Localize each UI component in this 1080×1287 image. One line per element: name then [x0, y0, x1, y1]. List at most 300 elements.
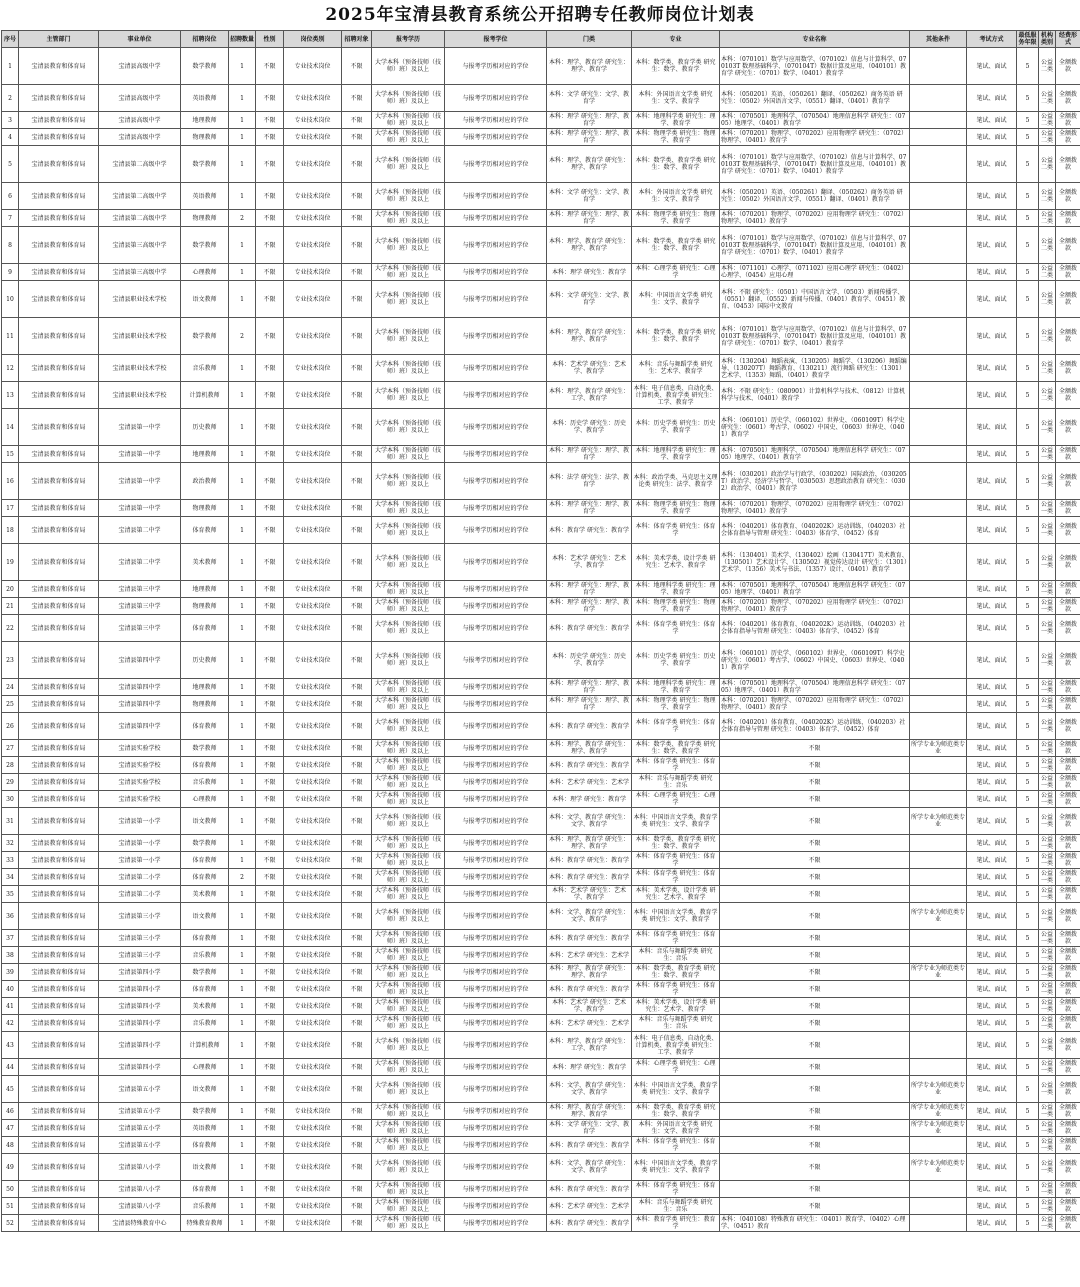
cell-door: 本科：艺术学 研究生：艺术学、教育学 [547, 886, 632, 903]
cell-degree: 与报考学历相对应的学位 [445, 112, 547, 129]
cell-post: 音乐教师 [181, 1015, 229, 1032]
cell-years: 5 [1017, 318, 1039, 355]
cell-post: 体育教师 [181, 517, 229, 544]
cell-edu: 大学本科（预备技师（技师）班）及以上 [372, 183, 445, 210]
cell-unit: 宝清县第三高级中学 [99, 264, 181, 281]
cell-major: 本科：体育学类 研究生：体育学 [632, 713, 720, 740]
cell-major: 本科：物理学类 研究生：物理学、教育学 [632, 129, 720, 146]
cell-funding: 全额拨款 [1056, 1181, 1080, 1198]
cell-names: 本科：（070101）数学与应用数学、（070102）信息与计算科学、070103T 数理基础科学、（070104T）数据计算及应用、（040101）教育学 研究生：（0701）数学、（0401）教育学 [720, 227, 910, 264]
cell-years: 5 [1017, 446, 1039, 463]
cell-category: 专业技术岗位 [284, 1181, 342, 1198]
cell-target: 不限 [342, 355, 372, 382]
cell-unit: 宝清县第二中学 [99, 544, 181, 581]
cell-target: 不限 [342, 774, 372, 791]
cell-no: 34 [2, 869, 19, 886]
cell-years: 5 [1017, 947, 1039, 964]
cell-dept: 宝清县教育和体育局 [19, 886, 99, 903]
cell-exam: 笔试、面试 [967, 852, 1017, 869]
cell-target: 不限 [342, 1103, 372, 1120]
cell-names: 不限 [720, 930, 910, 947]
cell-post: 数学教师 [181, 146, 229, 183]
cell-target: 不限 [342, 318, 372, 355]
cell-post: 心理教师 [181, 791, 229, 808]
cell-names: 不限 [720, 1103, 910, 1120]
cell-num: 2 [229, 318, 256, 355]
table-row [2, 1032, 1080, 1059]
cell-exam: 笔试、面试 [967, 998, 1017, 1015]
cell-degree: 与报考学历相对应的学位 [445, 757, 547, 774]
cell-door: 本科：理学 研究生：理学、教育学 [547, 581, 632, 598]
cell-no: 5 [2, 146, 19, 183]
cell-exam: 笔试、面试 [967, 227, 1017, 264]
cell-num: 1 [229, 852, 256, 869]
cell-years: 5 [1017, 615, 1039, 642]
cell-org: 公益一类 [1039, 409, 1056, 446]
cell-other [910, 642, 967, 679]
cell-funding: 全额拨款 [1056, 679, 1080, 696]
cell-no: 13 [2, 382, 19, 409]
cell-category: 专业技术岗位 [284, 930, 342, 947]
table-row [2, 318, 1080, 355]
cell-major: 本科：音乐与舞蹈学类 研究生：音乐 [632, 1198, 720, 1215]
cell-num: 1 [229, 446, 256, 463]
cell-no: 38 [2, 947, 19, 964]
cell-funding: 全额拨款 [1056, 774, 1080, 791]
cell-num: 1 [229, 264, 256, 281]
cell-edu: 大学本科（预备技师（技师）班）及以上 [372, 227, 445, 264]
cell-other: 所学专业为师范类专业 [911, 1104, 966, 1118]
cell-funding: 全额拨款 [1056, 1015, 1080, 1032]
table-row [2, 740, 1080, 757]
cell-no: 40 [2, 981, 19, 998]
table-row [2, 713, 1080, 740]
cell-funding: 全额拨款 [1056, 318, 1080, 355]
cell-names: 不限 [720, 998, 910, 1015]
cell-no: 46 [2, 1103, 19, 1120]
cell-org: 公益一类 [1039, 808, 1056, 835]
cell-no: 30 [2, 791, 19, 808]
cell-post: 数学教师 [181, 835, 229, 852]
cell-door: 本科：艺术学 研究生：艺术学、教育学 [547, 355, 632, 382]
cell-exam: 笔试、面试 [967, 210, 1017, 227]
cell-exam: 笔试、面试 [967, 835, 1017, 852]
cell-org: 公益二类 [1039, 129, 1056, 146]
cell-org: 公益一类 [1039, 1103, 1056, 1120]
cell-degree: 与报考学历相对应的学位 [445, 696, 547, 713]
cell-dept: 宝清县教育和体育局 [19, 210, 99, 227]
cell-edu: 大学本科（预备技师（技师）班）及以上 [372, 615, 445, 642]
cell-major: 本科：中国语言文学类 研究生：文学、教育学 [632, 281, 720, 318]
cell-org: 公益二类 [1039, 210, 1056, 227]
cell-exam: 笔试、面试 [967, 355, 1017, 382]
table-row [2, 227, 1080, 264]
cell-no: 20 [2, 581, 19, 598]
cell-edu: 大学本科（预备技师（技师）班）及以上 [372, 791, 445, 808]
cell-edu: 大学本科（预备技师（技师）班）及以上 [372, 146, 445, 183]
column-header: 专业 [632, 31, 720, 48]
cell-category: 专业技术岗位 [284, 1059, 342, 1076]
cell-post: 语文教师 [181, 808, 229, 835]
table-row [2, 869, 1080, 886]
cell-years: 5 [1017, 500, 1039, 517]
cell-degree: 与报考学历相对应的学位 [445, 129, 547, 146]
cell-no: 35 [2, 886, 19, 903]
cell-unit: 宝清县实验学校 [99, 774, 181, 791]
cell-gender: 不限 [256, 757, 284, 774]
cell-no: 12 [2, 355, 19, 382]
cell-edu: 大学本科（预备技师（技师）班）及以上 [372, 544, 445, 581]
cell-major: 本科：政治学类、马克思主义理论类 研究生：法学、教育学 [632, 463, 720, 500]
cell-door: 本科：教育学 研究生：教育学 [547, 869, 632, 886]
cell-dept: 宝清县教育和体育局 [19, 791, 99, 808]
cell-num: 1 [229, 1076, 256, 1103]
cell-target: 不限 [342, 382, 372, 409]
table-row [2, 146, 1080, 183]
cell-org: 公益一类 [1039, 446, 1056, 463]
cell-funding: 全额拨款 [1056, 886, 1080, 903]
cell-gender: 不限 [256, 1215, 284, 1232]
cell-gender: 不限 [256, 981, 284, 998]
cell-funding: 全额拨款 [1056, 1154, 1080, 1181]
cell-no: 33 [2, 852, 19, 869]
cell-exam: 笔试、面试 [967, 146, 1017, 183]
cell-org: 公益一类 [1039, 835, 1056, 852]
cell-edu: 大学本科（预备技师（技师）班）及以上 [372, 981, 445, 998]
table-row [2, 808, 1080, 835]
cell-degree: 与报考学历相对应的学位 [445, 355, 547, 382]
cell-unit: 宝清县第八小学 [99, 1154, 181, 1181]
cell-gender: 不限 [256, 1015, 284, 1032]
cell-org: 公益二类 [1039, 146, 1056, 183]
cell-dept: 宝清县教育和体育局 [19, 852, 99, 869]
cell-num: 2 [229, 869, 256, 886]
cell-unit: 宝清县第三小学 [99, 947, 181, 964]
cell-years: 5 [1017, 382, 1039, 409]
table-body [2, 48, 1080, 1232]
cell-target: 不限 [342, 264, 372, 281]
cell-org: 公益一类 [1039, 713, 1056, 740]
cell-org: 公益一类 [1039, 642, 1056, 679]
cell-gender: 不限 [256, 1181, 284, 1198]
cell-funding: 全额拨款 [1056, 446, 1080, 463]
cell-other [910, 264, 967, 281]
cell-names: 本科：（070501）地理科学、（070504）地理信息科学 研究生：（0705）地理学、（0401）教育学 [720, 581, 910, 598]
cell-exam: 笔试、面试 [967, 544, 1017, 581]
cell-target: 不限 [342, 903, 372, 930]
cell-unit: 宝清县第五小学 [99, 1103, 181, 1120]
cell-category: 专业技术岗位 [284, 1215, 342, 1232]
cell-gender: 不限 [256, 318, 284, 355]
cell-target: 不限 [342, 964, 372, 981]
cell-other [910, 409, 967, 446]
cell-years: 5 [1017, 774, 1039, 791]
cell-post: 数学教师 [181, 964, 229, 981]
cell-years: 5 [1017, 679, 1039, 696]
cell-unit: 宝清县第一小学 [99, 808, 181, 835]
cell-major: 本科：地理科学类 研究生：理学、教育学 [632, 112, 720, 129]
cell-names: 不限 [720, 774, 910, 791]
cell-years: 5 [1017, 998, 1039, 1015]
cell-dept: 宝清县教育和体育局 [19, 146, 99, 183]
cell-unit: 宝清县第一小学 [99, 852, 181, 869]
cell-org: 公益一类 [1039, 679, 1056, 696]
cell-org: 公益一类 [1039, 463, 1056, 500]
cell-edu: 大学本科（预备技师（技师）班）及以上 [372, 852, 445, 869]
cell-names: 不限 [720, 964, 910, 981]
column-header: 报考学位 [445, 31, 547, 48]
cell-exam: 笔试、面试 [967, 48, 1017, 85]
cell-dept: 宝清县教育和体育局 [19, 947, 99, 964]
cell-major: 本科：中国语言文学类、教育学类 研究生：文学、教育学 [632, 1154, 720, 1181]
cell-edu: 大学本科（预备技师（技师）班）及以上 [372, 642, 445, 679]
cell-num: 1 [229, 227, 256, 264]
cell-door: 本科：艺术学 研究生：艺术学 [547, 1198, 632, 1215]
cell-names: 不限 [720, 903, 910, 930]
cell-names: 本科：（070501）地理科学、（070504）地理信息科学 研究生：（0705）地理学、（0401）教育学 [720, 446, 910, 463]
cell-post: 计算机教师 [181, 1032, 229, 1059]
cell-gender: 不限 [256, 409, 284, 446]
cell-edu: 大学本科（预备技师（技师）班）及以上 [372, 930, 445, 947]
cell-dept: 宝清县教育和体育局 [19, 1015, 99, 1032]
cell-names: 本科：（070201）物理学、（070202）应用物理学 研究生：（0702）物理学、（0401）教育学 [720, 210, 910, 227]
cell-degree: 与报考学历相对应的学位 [445, 713, 547, 740]
cell-num: 1 [229, 500, 256, 517]
cell-degree: 与报考学历相对应的学位 [445, 1059, 547, 1076]
cell-years: 5 [1017, 981, 1039, 998]
cell-years: 5 [1017, 227, 1039, 264]
cell-unit: 宝清县高级中学 [99, 85, 181, 112]
cell-unit: 宝清县第三中学 [99, 598, 181, 615]
cell-door: 本科：理学 研究生：教育学 [547, 264, 632, 281]
cell-gender: 不限 [256, 903, 284, 930]
cell-years: 5 [1017, 48, 1039, 85]
cell-years: 5 [1017, 642, 1039, 679]
cell-unit: 宝清县职业技术学校 [99, 355, 181, 382]
cell-degree: 与报考学历相对应的学位 [445, 1103, 547, 1120]
cell-no: 31 [2, 808, 19, 835]
cell-other [910, 1215, 967, 1232]
cell-org: 公益一类 [1039, 757, 1056, 774]
cell-major: 本科：体育学类 研究生：体育学 [632, 852, 720, 869]
cell-num: 1 [229, 1137, 256, 1154]
cell-funding: 全额拨款 [1056, 869, 1080, 886]
cell-exam: 笔试、面试 [967, 500, 1017, 517]
cell-other [910, 382, 967, 409]
cell-unit: 宝清县第二小学 [99, 869, 181, 886]
cell-org: 公益一类 [1039, 740, 1056, 757]
cell-dept: 宝清县教育和体育局 [19, 642, 99, 679]
table-row [2, 947, 1080, 964]
cell-names: 不限 [720, 1154, 910, 1181]
cell-door: 本科：教育学 研究生：教育学 [547, 713, 632, 740]
cell-degree: 与报考学历相对应的学位 [445, 791, 547, 808]
table-row [2, 835, 1080, 852]
cell-category: 专业技术岗位 [284, 852, 342, 869]
cell-no: 6 [2, 183, 19, 210]
cell-unit: 宝清县实验学校 [99, 791, 181, 808]
cell-no: 22 [2, 615, 19, 642]
cell-door: 本科：艺术学 研究生：艺术学 [547, 947, 632, 964]
cell-exam: 笔试、面试 [967, 1154, 1017, 1181]
cell-num: 1 [229, 757, 256, 774]
cell-post: 体育教师 [181, 930, 229, 947]
cell-num: 1 [229, 713, 256, 740]
cell-category: 专业技术岗位 [284, 757, 342, 774]
cell-no: 14 [2, 409, 19, 446]
cell-exam: 笔试、面试 [967, 1120, 1017, 1137]
cell-major: 本科：外国语言文学类 研究生：文学、教育学 [632, 1120, 720, 1137]
cell-org: 公益一类 [1039, 964, 1056, 981]
cell-funding: 全额拨款 [1056, 615, 1080, 642]
cell-funding: 全额拨款 [1056, 1215, 1080, 1232]
cell-unit: 宝清县第五小学 [99, 1120, 181, 1137]
cell-degree: 与报考学历相对应的学位 [445, 227, 547, 264]
cell-funding: 全额拨款 [1056, 382, 1080, 409]
cell-category: 专业技术岗位 [284, 869, 342, 886]
cell-other [910, 981, 967, 998]
cell-org: 公益一类 [1039, 1015, 1056, 1032]
cell-names: 不限 [720, 1059, 910, 1076]
cell-major: 本科：体育学类 研究生：体育学 [632, 1181, 720, 1198]
cell-num: 1 [229, 517, 256, 544]
cell-post: 历史教师 [181, 642, 229, 679]
cell-degree: 与报考学历相对应的学位 [445, 740, 547, 757]
cell-degree: 与报考学历相对应的学位 [445, 852, 547, 869]
cell-years: 5 [1017, 183, 1039, 210]
cell-target: 不限 [342, 615, 372, 642]
cell-no: 11 [2, 318, 19, 355]
cell-exam: 笔试、面试 [967, 463, 1017, 500]
cell-num: 1 [229, 112, 256, 129]
cell-edu: 大学本科（预备技师（技师）班）及以上 [372, 598, 445, 615]
cell-exam: 笔试、面试 [967, 740, 1017, 757]
cell-target: 不限 [342, 129, 372, 146]
cell-target: 不限 [342, 281, 372, 318]
cell-degree: 与报考学历相对应的学位 [445, 598, 547, 615]
cell-door: 本科：理学、教育学 研究生：理学、教育学 [547, 146, 632, 183]
cell-major: 本科：地理科学类 研究生：理学、教育学 [632, 679, 720, 696]
cell-years: 5 [1017, 1015, 1039, 1032]
cell-unit: 宝清县第三高级中学 [99, 227, 181, 264]
cell-dept: 宝清县教育和体育局 [19, 598, 99, 615]
cell-years: 5 [1017, 1076, 1039, 1103]
cell-door: 本科：文学、教育学 研究生：文学、教育学 [547, 1076, 632, 1103]
table-row [2, 1103, 1080, 1120]
table-row [2, 463, 1080, 500]
cell-unit: 宝清县第三小学 [99, 903, 181, 930]
cell-category: 专业技术岗位 [284, 740, 342, 757]
cell-edu: 大学本科（预备技师（技师）班）及以上 [372, 1059, 445, 1076]
cell-category: 专业技术岗位 [284, 947, 342, 964]
cell-gender: 不限 [256, 517, 284, 544]
cell-dept: 宝清县教育和体育局 [19, 679, 99, 696]
cell-org: 公益一类 [1039, 544, 1056, 581]
cell-names: 不限 [720, 1015, 910, 1032]
cell-names: 本科：（070201）物理学、（070202）应用物理学 研究生：（0702）物理学、（0401）教育学 [720, 129, 910, 146]
cell-major: 本科：物理学类 研究生：物理学、教育学 [632, 598, 720, 615]
table-row [2, 264, 1080, 281]
cell-num: 1 [229, 1120, 256, 1137]
cell-edu: 大学本科（预备技师（技师）班）及以上 [372, 947, 445, 964]
cell-unit: 宝清县第二高级中学 [99, 183, 181, 210]
cell-exam: 笔试、面试 [967, 1198, 1017, 1215]
column-header: 最低服务年限 [1018, 32, 1037, 46]
cell-dept: 宝清县教育和体育局 [19, 1154, 99, 1181]
cell-post: 数学教师 [181, 48, 229, 85]
cell-exam: 笔试、面试 [967, 85, 1017, 112]
cell-category: 专业技术岗位 [284, 598, 342, 615]
cell-funding: 全额拨款 [1056, 129, 1080, 146]
cell-years: 5 [1017, 85, 1039, 112]
cell-dept: 宝清县教育和体育局 [19, 1120, 99, 1137]
cell-exam: 笔试、面试 [967, 1015, 1017, 1032]
cell-edu: 大学本科（预备技师（技师）班）及以上 [372, 696, 445, 713]
cell-names: 不限 [720, 1181, 910, 1198]
cell-degree: 与报考学历相对应的学位 [445, 463, 547, 500]
cell-post: 物理教师 [181, 598, 229, 615]
cell-unit: 宝清县第二小学 [99, 886, 181, 903]
cell-names: 不限 [720, 886, 910, 903]
cell-num: 1 [229, 183, 256, 210]
cell-years: 5 [1017, 1032, 1039, 1059]
cell-post: 数学教师 [181, 740, 229, 757]
cell-other [910, 463, 967, 500]
cell-num: 1 [229, 964, 256, 981]
cell-door: 本科：历史学 研究生：历史学、教育学 [547, 642, 632, 679]
cell-major: 本科：心理学类 研究生：心理学 [632, 264, 720, 281]
cell-funding: 全额拨款 [1056, 947, 1080, 964]
cell-dept: 宝清县教育和体育局 [19, 757, 99, 774]
cell-org: 公益一类 [1039, 1181, 1056, 1198]
cell-exam: 笔试、面试 [967, 1032, 1017, 1059]
cell-degree: 与报考学历相对应的学位 [445, 869, 547, 886]
cell-no: 42 [2, 1015, 19, 1032]
cell-door: 本科：文学 研究生：文学、教育学 [547, 183, 632, 210]
cell-funding: 全额拨款 [1056, 1076, 1080, 1103]
cell-degree: 与报考学历相对应的学位 [445, 146, 547, 183]
cell-funding: 全额拨款 [1056, 1032, 1080, 1059]
cell-edu: 大学本科（预备技师（技师）班）及以上 [372, 964, 445, 981]
table-row [2, 544, 1080, 581]
cell-unit: 宝清县第八小学 [99, 1181, 181, 1198]
table-row [2, 1154, 1080, 1181]
cell-org: 公益一类 [1039, 791, 1056, 808]
cell-names: 不限 [720, 757, 910, 774]
cell-dept: 宝清县教育和体育局 [19, 409, 99, 446]
cell-no: 27 [2, 740, 19, 757]
table-row [2, 85, 1080, 112]
cell-target: 不限 [342, 210, 372, 227]
cell-post: 地理教师 [181, 112, 229, 129]
table-row [2, 791, 1080, 808]
cell-post: 体育教师 [181, 713, 229, 740]
cell-major: 本科：物理学类 研究生：物理学、教育学 [632, 696, 720, 713]
cell-target: 不限 [342, 581, 372, 598]
table-row [2, 1137, 1080, 1154]
table-row [2, 964, 1080, 981]
column-header: 考试方式 [967, 31, 1017, 48]
cell-gender: 不限 [256, 808, 284, 835]
cell-degree: 与报考学历相对应的学位 [445, 981, 547, 998]
cell-org: 公益一类 [1039, 1032, 1056, 1059]
cell-target: 不限 [342, 852, 372, 869]
cell-gender: 不限 [256, 791, 284, 808]
cell-num: 1 [229, 48, 256, 85]
cell-other [910, 1137, 967, 1154]
cell-other: 所学专业为师范类专业 [911, 741, 966, 755]
cell-gender: 不限 [256, 947, 284, 964]
